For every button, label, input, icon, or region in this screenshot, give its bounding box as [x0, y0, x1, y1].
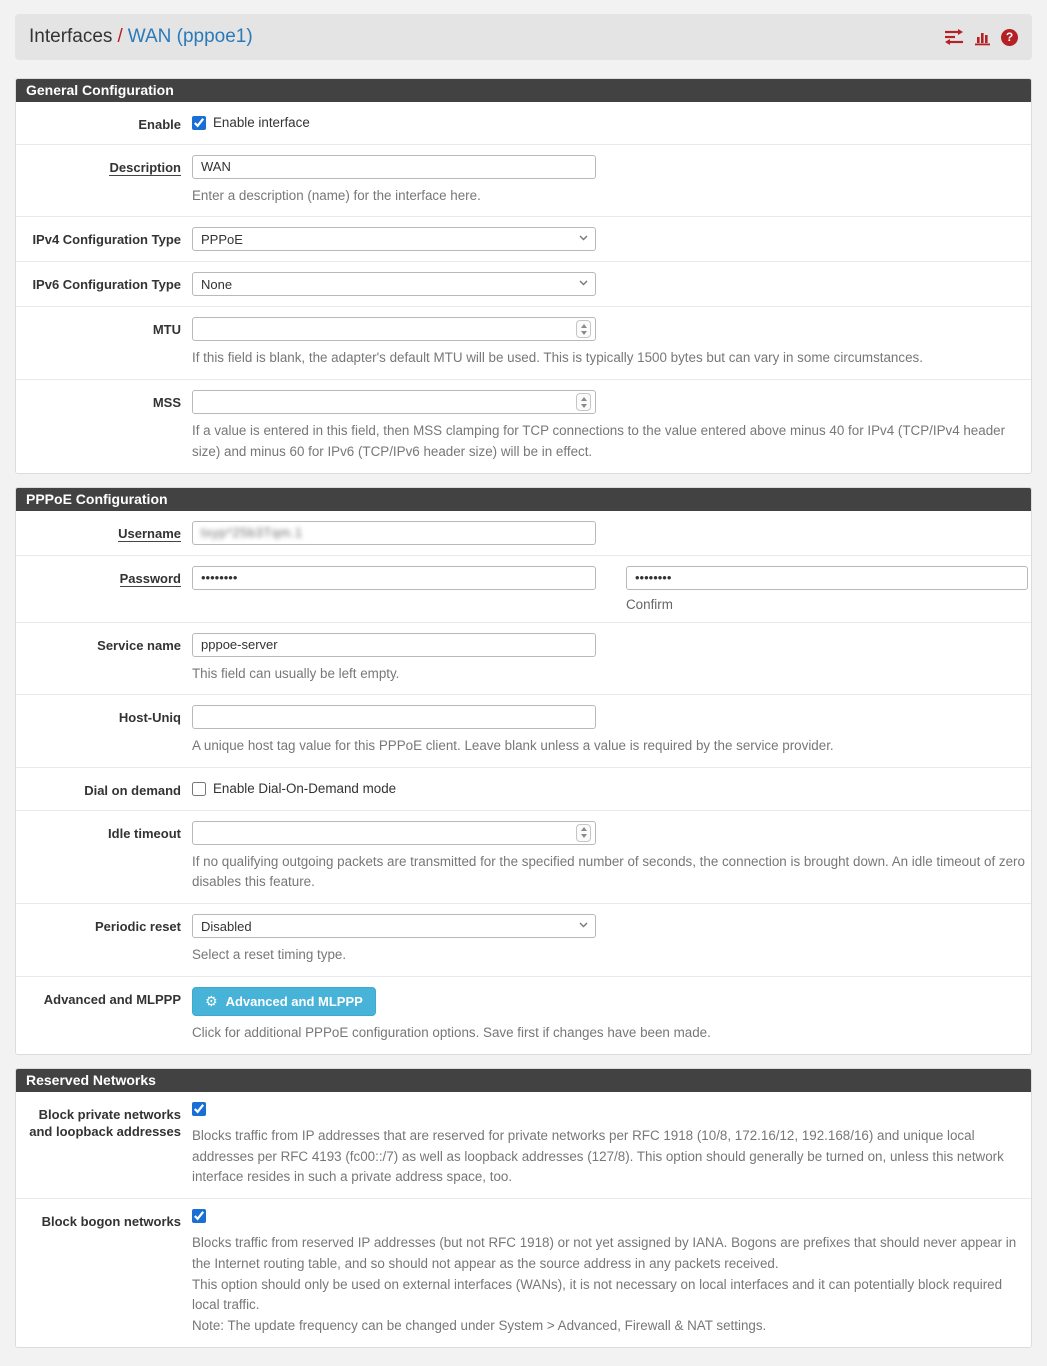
row-enable [16, 102, 1031, 144]
breadcrumb-section: Interfaces [29, 26, 113, 47]
row-advanced-mlppp [16, 976, 1031, 1054]
row-block-private [16, 1092, 1031, 1198]
gear-icon: ⚙ [205, 993, 218, 1010]
row-username [16, 511, 1031, 555]
header-quick-icons [943, 28, 1018, 46]
panel-general-configuration [15, 78, 1032, 474]
host-uniq-label: Host-Uniq [118, 710, 181, 726]
row-password [16, 555, 1031, 622]
enable-interface-checkbox[interactable] [192, 116, 206, 130]
username-redacted-value: txyp*25b3Tqm.1 [201, 524, 303, 540]
password-confirm-label: Confirm [626, 596, 673, 612]
description-help: Enter a description (name) for the interface here. [192, 187, 481, 203]
number-stepper[interactable] [576, 393, 591, 411]
periodic-reset-help: Select a reset timing type. [192, 947, 347, 963]
idle-timeout-input[interactable] [193, 822, 595, 844]
row-mtu [16, 306, 1031, 379]
service-name-help: This field can usually be left empty. [192, 665, 400, 681]
enable-label: Enable [138, 117, 181, 132]
mss-input[interactable] [193, 391, 595, 413]
breadcrumb-separator: / [117, 26, 123, 47]
row-host-uniq [16, 694, 1031, 767]
advanced-mlppp-label: Advanced and MLPPP [43, 991, 181, 1007]
idle-timeout-help: If no qualifying outgoing packets are transmitted for the specified number of seconds, the connection is brought down. An idle timeout of zero disables this feature. [192, 853, 1025, 890]
password-input[interactable] [192, 566, 596, 590]
breadcrumb [15, 14, 1032, 60]
row-ipv4-type [16, 216, 1031, 261]
host-uniq-input[interactable] [192, 705, 596, 729]
mss-label: MSS [152, 395, 181, 411]
ipv6-type-select[interactable] [192, 272, 596, 296]
page-title [29, 26, 253, 48]
block-private-help: Blocks traffic from IP addresses that are reserved for private networks per RFC 1918 (10/8, 172.16/12, 192.168/16) and unique local addresses per RFC 4193 (fc00::/7) as well as loopback addresses (127/8). This option should generally be turned on, unless this network interface resides in such a private address space, too. [192, 1127, 1004, 1185]
advanced-mlppp-button[interactable] [192, 987, 376, 1016]
block-bogon-help-2: This option should only be used on external interfaces (WANs), it is not necessary on local interfaces and it can potentially block required local traffic. [192, 1276, 1003, 1313]
block-bogon-label: Block bogon networks [41, 1214, 181, 1230]
mtu-help: If this field is blank, the adapter's default MTU will be used. This is typically 1500 bytes but can vary in some circumstances. [192, 350, 923, 366]
periodic-reset-label: Periodic reset [95, 919, 181, 935]
dial-on-demand-checkbox[interactable] [192, 782, 206, 796]
password-label: Password [119, 570, 181, 586]
bar-chart-icon[interactable] [974, 29, 991, 46]
number-stepper[interactable] [576, 824, 591, 842]
service-name-input[interactable] [192, 633, 596, 657]
periodic-reset-select[interactable] [192, 914, 596, 938]
panel-reserved-networks [15, 1068, 1032, 1348]
mtu-input[interactable] [193, 318, 595, 340]
ipv4-type-label: IPv4 Configuration Type [32, 232, 181, 248]
panel-heading-general: General Configuration [16, 79, 1031, 102]
panel-pppoe-configuration [15, 487, 1032, 1055]
description-label: Description [109, 159, 181, 175]
row-description [16, 144, 1031, 217]
breadcrumb-page-link[interactable]: WAN (pppoe1) [127, 26, 253, 47]
username-input[interactable] [192, 521, 596, 545]
block-bogon-help-3: Note: The update frequency can be changed under System > Advanced, Firewall & NAT settings. [192, 1318, 767, 1334]
idle-timeout-label: Idle timeout [108, 825, 181, 841]
enable-interface-checkbox-label[interactable]: Enable interface [213, 115, 310, 130]
row-ipv6-type [16, 261, 1031, 306]
panel-heading-pppoe: PPPoE Configuration [16, 488, 1031, 511]
row-block-bogon [16, 1198, 1031, 1347]
row-idle-timeout [16, 810, 1031, 904]
row-mss [16, 379, 1031, 473]
advanced-mlppp-button-label: Advanced and MLPPP [225, 993, 363, 1009]
row-service-name [16, 622, 1031, 695]
description-input[interactable] [192, 155, 596, 179]
username-label: Username [118, 525, 181, 541]
block-bogon-checkbox[interactable] [192, 1209, 206, 1223]
question-circle-icon[interactable]: ? [1001, 29, 1018, 46]
row-dial-on-demand [16, 767, 1031, 810]
row-periodic-reset [16, 903, 1031, 976]
dial-on-demand-checkbox-label[interactable]: Enable Dial-On-Demand mode [213, 781, 397, 797]
number-stepper[interactable] [576, 320, 591, 338]
advanced-mlppp-help: Click for additional PPPoE configuration options. Save first if changes have been made. [192, 1024, 711, 1040]
ipv6-type-label: IPv6 Configuration Type [32, 277, 181, 293]
mss-help: If a value is entered in this field, then MSS clamping for TCP connections to the value entered above minus 40 for IPv4 (TCP/IPv4 header size) and minus 60 for IPv6 (TCP/IPv6 header size) will be in effect. [192, 423, 1006, 459]
block-bogon-help-1: Blocks traffic from reserved IP addresses (but not RFC 1918) or not yet assigned by IANA. Bogons are prefixes that should never appear in the Internet routing table, and so should not appear as the source address in any packets received. [192, 1235, 1017, 1271]
block-private-checkbox[interactable] [192, 1102, 206, 1116]
sliders-arrows-icon[interactable] [943, 28, 964, 46]
service-name-label: Service name [97, 637, 181, 653]
password-confirm-input[interactable] [626, 566, 1028, 590]
page-container [15, 14, 1032, 1348]
dial-on-demand-label: Dial on demand [84, 783, 181, 799]
host-uniq-help: A unique host tag value for this PPPoE client. Leave blank unless a value is required by the service provider. [192, 738, 834, 754]
ipv4-type-select[interactable] [192, 227, 596, 251]
mtu-label: MTU [152, 322, 181, 338]
block-private-label: Block private networks and loopback addresses [29, 1106, 181, 1140]
panel-heading-reserved: Reserved Networks [16, 1069, 1031, 1092]
